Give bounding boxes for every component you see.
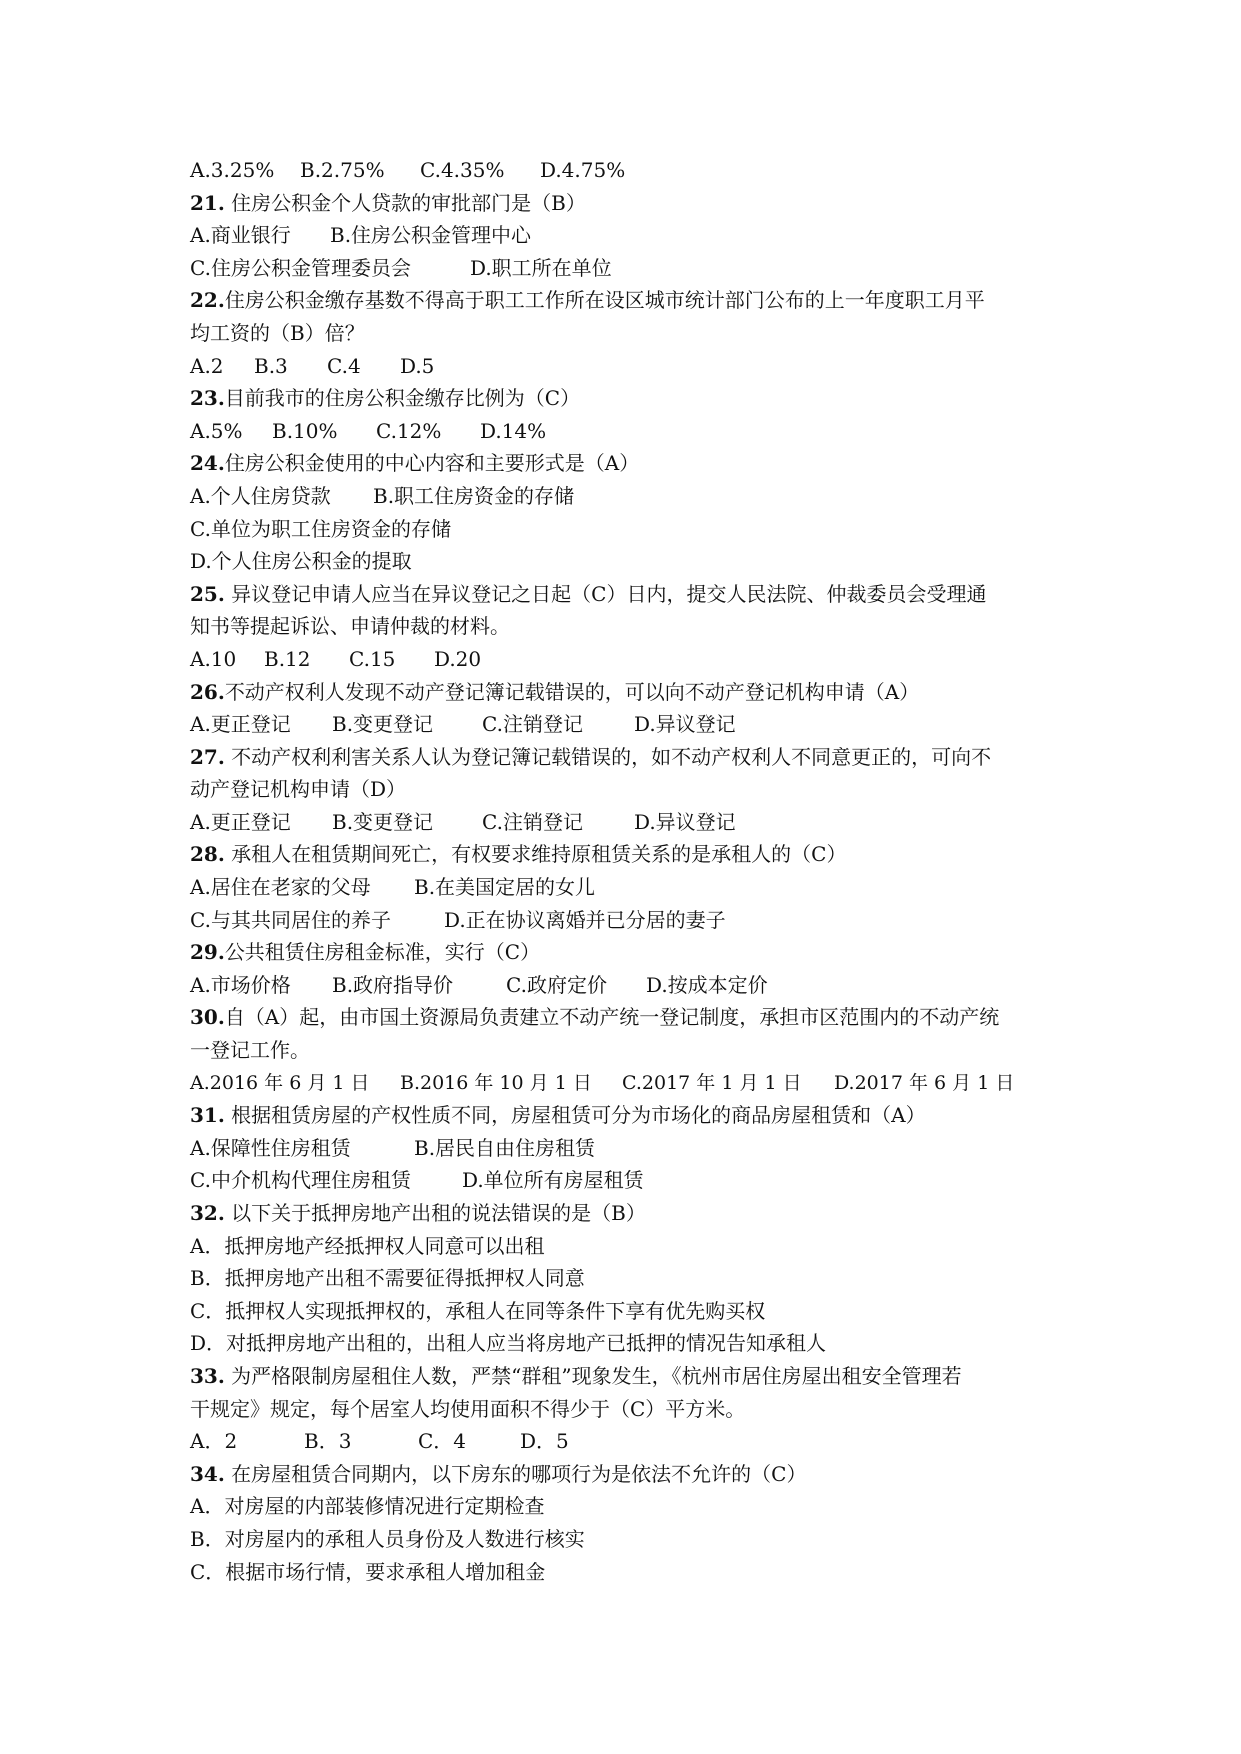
question-number: 34 [190,1461,218,1486]
question-stem: 30.自（A）起，由市国土资源局负责建立不动产统一登记制度，承担市区范围内的不动产统 [190,1005,1000,1030]
question-stem: 29.公共租赁住房租金标准，实行（C） [190,940,541,965]
option: A.居住在老家的父母 [190,875,371,900]
option-line: C．根据市场行情，要求承租人增加租金 [190,1559,546,1584]
option: D.单位所有房屋租赁 [462,1168,644,1193]
option: A.10 [190,646,237,671]
option-line [190,513,1070,546]
option: A．2 [190,1429,238,1454]
question-number: 25 [190,581,218,606]
option: C.与其共同居住的养子 [190,907,391,932]
question-stem: 25. 异议登记申请人应当在异议登记之日起（C）日内，提交人民法院、仲裁委员会受理通 [190,581,987,606]
option: C.注销登记 [482,712,583,737]
option: A.2016 年 6 月 1 日 [190,1071,370,1094]
option-line [190,806,1070,839]
option: D.14% [480,418,547,443]
question-text: 不动产权利人发现不动产登记簿记载错误的，可以向不动产登记机构申请（A） [224,679,920,704]
question-stem: 33. 为严格限制房屋租住人数，严禁“群租”现象发生，《杭州市居住房屋出租安全管理若 [190,1363,962,1388]
question-text: 住房公积金使用的中心内容和主要形式是（A） [224,451,640,476]
question-stem: 28. 承租人在租赁期间死亡，有权要求维持原租赁关系的是承租人的（C） [190,842,847,867]
question-text: 住房公积金缴存基数不得高于职工工作所在设区城市统计部门公布的上一年度职工月平 [224,288,985,313]
option: C.住房公积金管理委员会 [190,255,411,280]
question-stem: 34. 在房屋租赁合同期内，以下房东的哪项行为是依法不允许的（C） [190,1461,807,1486]
question-stem: 23.目前我市的住房公积金缴存比例为（C） [190,386,581,411]
option: C.政府定价 [506,972,607,997]
question-number: 31 [190,1103,218,1128]
option: A.个人住房贷款 [190,483,331,508]
option-line [190,219,1070,252]
option: C.4 [327,353,361,378]
option: B.变更登记 [332,809,434,834]
question-number: 27 [190,744,218,769]
question-text: 承租人在租赁期间死亡，有权要求维持原租赁关系的是承租人的（C） [231,842,847,867]
option: C.12% [376,418,442,443]
question-text: 自（A）起，由市国土资源局负责建立不动产统一登记制度，承担市区范围内的不动产统 [224,1005,1000,1030]
option: C.15 [349,646,396,671]
option: D.个人住房公积金的提取 [190,549,412,574]
option: A.2 [190,353,224,378]
option: C．4 [418,1429,467,1454]
option: B.在美国定居的女儿 [414,875,596,900]
option-line: D．对抵押房地产出租的，出租人应当将房地产已抵押的情况告知承租人 [190,1331,827,1356]
option-line: A．对房屋的内部装修情况进行定期检查 [190,1494,545,1519]
option: A.3.25% [190,158,275,182]
option: A.5% [190,418,243,443]
question-text-continued: 知书等提起诉讼、申请仲裁的材料。 [190,614,510,639]
option-line [190,252,1070,285]
option-line [190,480,1070,513]
option: A.市场价格 [190,972,291,997]
option-line [190,904,1070,937]
option: A.保障性住房租赁 [190,1135,351,1160]
question-text: 在房屋租赁合同期内，以下房东的哪项行为是依法不允许的（C） [231,1461,807,1486]
option: B.10% [272,418,338,443]
question-text-continued: 均工资的（B）倍？ [190,320,365,345]
option: B．3 [304,1429,352,1454]
question-stem: 21. 住房公积金个人贷款的审批部门是（B） [190,190,586,215]
question-number: 24 [190,451,218,476]
option: D.5 [400,353,435,378]
question-text: 目前我市的住房公积金缴存比例为（C） [224,386,581,411]
option-line [190,1067,1070,1100]
option-line [190,1132,1070,1165]
option-line [190,350,1070,383]
option: B.2016 年 10 月 1 日 [400,1071,592,1094]
question-stem: 22.住房公积金缴存基数不得高于职工工作所在设区城市统计部门公布的上一年度职工月平 [190,288,985,313]
question-number: 22 [190,288,218,313]
option: C.中介机构代理住房租赁 [190,1168,411,1193]
question-stem: 32. 以下关于抵押房地产出租的说法错误的是（B） [190,1201,646,1225]
option: A.更正登记 [190,712,291,737]
question-number: 33 [190,1363,218,1388]
option-line: C．抵押权人实现抵押权的，承租人在同等条件下享有优先购买权 [190,1298,766,1323]
question-text: 以下关于抵押房地产出租的说法错误的是（B） [231,1201,646,1225]
option: C.单位为职工住房资金的存储 [190,516,451,541]
option: D.2017 年 6 月 1 日 [834,1071,1015,1094]
option: B.2.75% [300,158,385,182]
option: B.职工住房资金的存储 [373,483,575,508]
option-line: A．抵押房地产经抵押权人同意可以出租 [190,1233,545,1258]
option-line [190,708,1070,741]
option: D．5 [520,1429,569,1454]
option: B.住房公积金管理中心 [330,223,532,248]
option: D.异议登记 [634,809,736,834]
option: D.20 [434,646,482,671]
question-stem: 24.住房公积金使用的中心内容和主要形式是（A） [190,451,640,476]
option-line [190,545,1070,578]
option: B.3 [254,353,288,378]
option: B.变更登记 [332,712,434,737]
question-number: 30 [190,1005,218,1030]
option: D.按成本定价 [646,972,768,997]
option: C.2017 年 1 月 1 日 [622,1071,802,1094]
option: D.职工所在单位 [470,255,612,280]
option: B.12 [264,646,311,671]
question-text: 根据租赁房屋的产权性质不同，房屋租赁可分为市场化的商品房屋租赁和（A） [231,1103,926,1128]
option: D.4.75% [540,158,626,182]
question-text: 异议登记申请人应当在异议登记之日起（C）日内，提交人民法院、仲裁委员会受理通 [231,581,987,606]
question-text: 公共租赁住房租金标准，实行（C） [224,940,541,965]
question-stem: 31. 根据租赁房屋的产权性质不同，房屋租赁可分为市场化的商品房屋租赁和（A） [190,1103,926,1128]
question-text-continued: 一登记工作。 [190,1038,310,1063]
option: B.政府指导价 [332,972,454,997]
option: B.居民自由住房租赁 [414,1135,596,1160]
option-line: B．对房屋内的承租人员身份及人数进行核实 [190,1526,585,1551]
question-stem: 26.不动产权利人发现不动产登记簿记载错误的，可以向不动产登记机构申请（A） [190,679,920,704]
option-line [190,1425,1070,1458]
question-text-continued: 干规定》规定，每个居室人均使用面积不得少于（C）平方米。 [190,1396,746,1421]
option-line [190,1164,1070,1197]
question-number: 29 [190,940,218,965]
option: C.注销登记 [482,809,583,834]
option-line [190,154,1070,187]
option: C.4.35% [420,158,505,182]
option: D.异议登记 [634,712,736,737]
question-number: 21 [190,190,218,215]
question-text-continued: 动产登记机构申请（D） [190,777,407,802]
option-line: B．抵押房地产出租不需要征得抵押权人同意 [190,1266,585,1291]
question-list [190,154,1070,1588]
question-number: 32 [190,1201,218,1225]
option: A.商业银行 [190,223,291,248]
option: A.更正登记 [190,809,291,834]
option: D.正在协议离婚并已分居的妻子 [444,907,726,932]
option-line [190,415,1070,448]
option-line [190,969,1070,1002]
question-text: 不动产权利利害关系人认为登记簿记载错误的，如不动产权利人不同意更正的，可向不 [231,744,992,769]
question-text: 为严格限制房屋租住人数，严禁“群租”现象发生，《杭州市居住房屋出租安全管理若 [231,1363,962,1388]
option-line [190,643,1070,676]
question-number: 28 [190,842,218,867]
question-number: 26 [190,679,218,704]
question-number: 23 [190,386,218,411]
question-text: 住房公积金个人贷款的审批部门是（B） [231,190,586,215]
question-stem: 27. 不动产权利利害关系人认为登记簿记载错误的，如不动产权利人不同意更正的，可向不 [190,744,992,769]
option-line [190,871,1070,904]
